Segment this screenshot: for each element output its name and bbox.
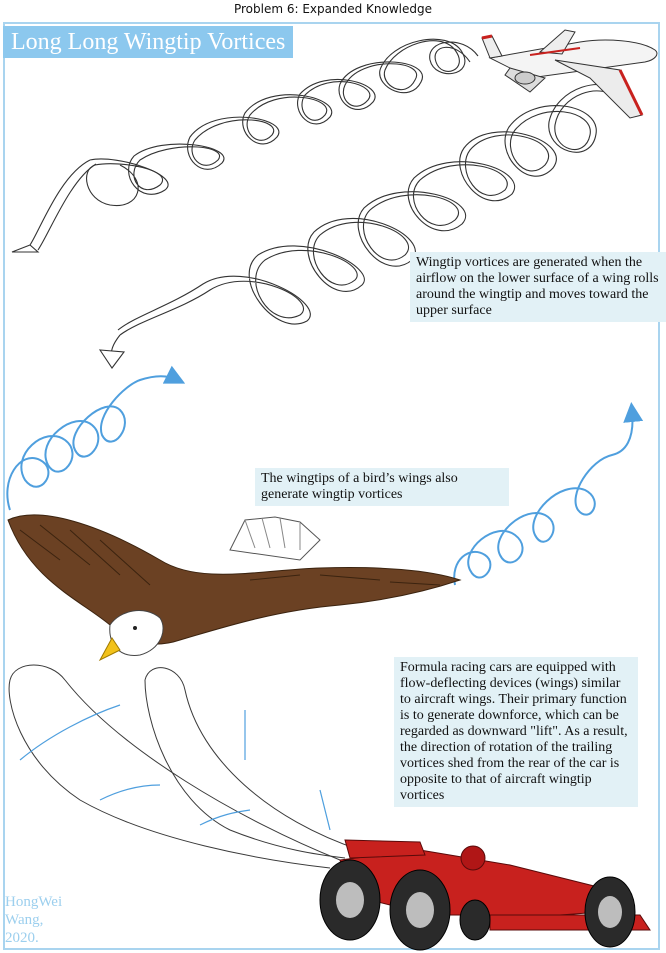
airplane-icon (482, 30, 657, 118)
racecar-icon (320, 840, 650, 950)
note-bird: The wingtips of a bird’s wings also generate wingtip vortices (255, 468, 509, 506)
bird-vortex-left (7, 376, 178, 510)
banner-title: Long Long Wingtip Vortices (3, 26, 293, 58)
aircraft-vortex-upper (12, 39, 478, 252)
note-aircraft: Wingtip vortices are generated when the airflow on the lower surface of a wing rolls around the wingtip and moves toward the upper surface (410, 252, 666, 322)
racecar-vortices (9, 665, 360, 868)
author-credit: HongWei Wang, 2020. (5, 894, 63, 946)
aircraft-vortex-lower (100, 85, 626, 368)
eagle-icon (8, 515, 460, 660)
note-racecar: Formula racing cars are equipped with flow-deflecting devices (wings) similar to aircraft wings. Their primary function is to generate downforce, which can be regarded as downward "lift". As a result, the direction of rotation of the trailing vortices shed from the rear of the car is opposite to that of aircraft wingtip vortices (394, 657, 638, 807)
problem-title: Problem 6: Expanded Knowledge (233, 2, 433, 16)
racecar-flow-lines (20, 705, 330, 830)
